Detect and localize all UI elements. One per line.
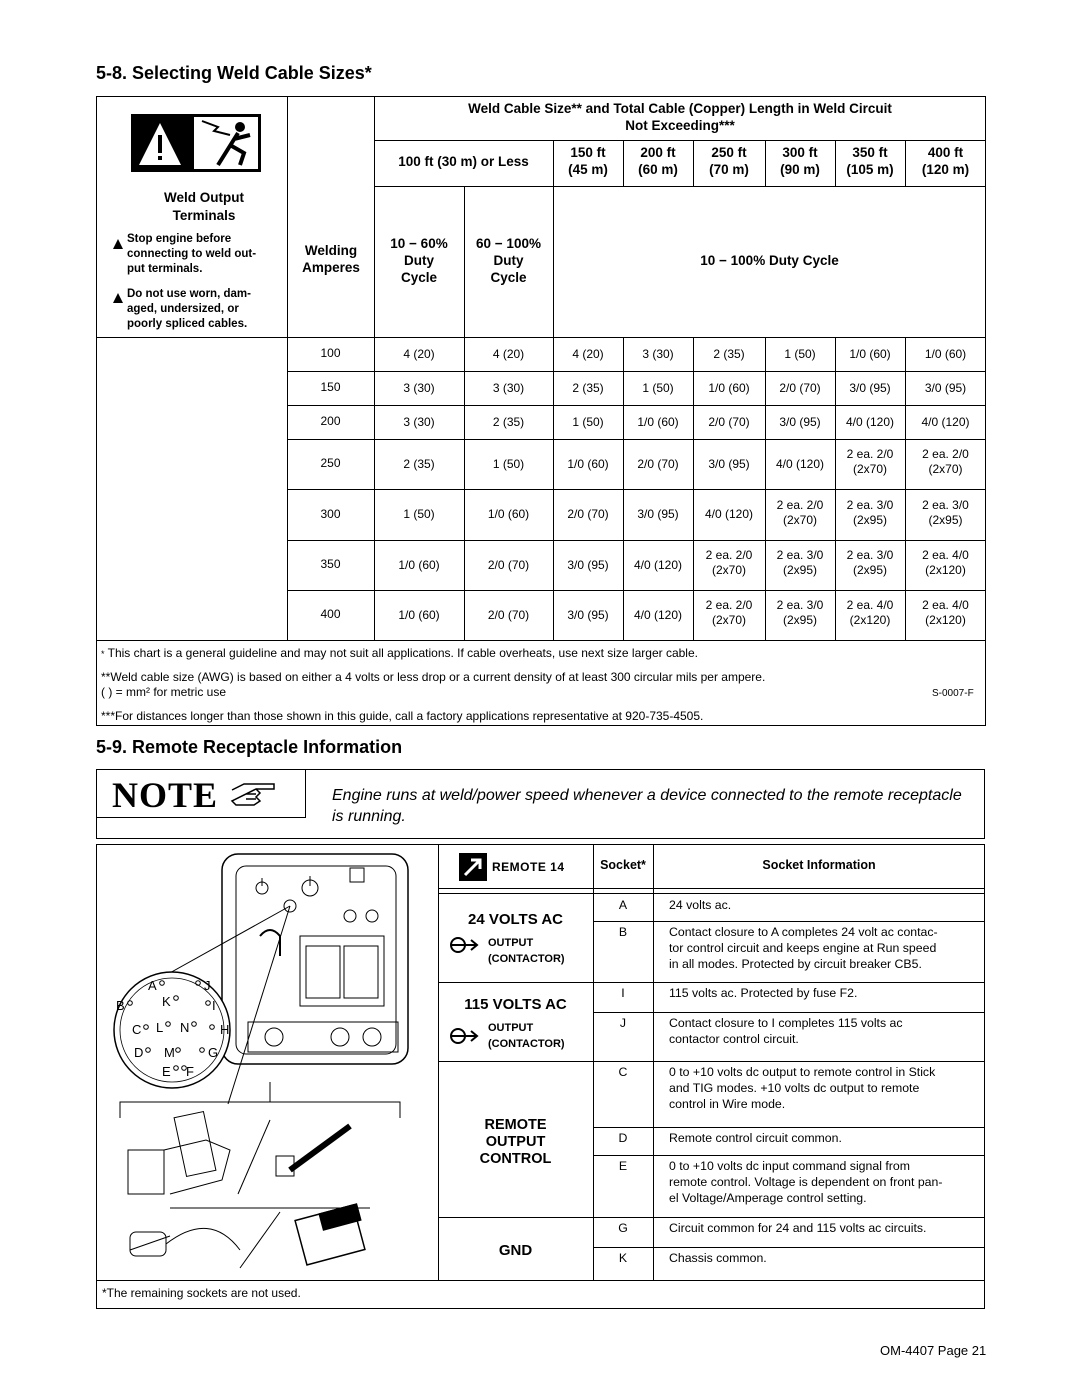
connector-letter: I bbox=[212, 998, 216, 1013]
cable-size-cell: 2 ea. 2/0 (2x70) bbox=[776, 497, 824, 527]
cable-size-cell: 2/0 (70) bbox=[637, 456, 679, 471]
section-title-remote-receptacle: 5-9. Remote Receptacle Information bbox=[96, 737, 403, 757]
cable-size-cell: 1 (50) bbox=[784, 346, 816, 361]
cable-size-cell: 3 (30) bbox=[492, 380, 525, 395]
connector-letter: G bbox=[208, 1045, 219, 1060]
socket-info-I: 115 volts ac. Protected by fuse F2. bbox=[669, 986, 858, 1000]
cable-size-cell: 3/0 (95) bbox=[849, 380, 891, 395]
dist-header-5: 400 ft (120 m) bbox=[921, 145, 970, 177]
connector-letter: K bbox=[162, 994, 171, 1009]
footnote-1-marker: * bbox=[101, 649, 105, 659]
remote-14-badge bbox=[458, 852, 565, 882]
footnote-1: This chart is a general guideline and may not suit all applications. If cable overheats, use next size larger cable. bbox=[107, 646, 698, 660]
socket-info-A: 24 volts ac. bbox=[669, 898, 732, 912]
connector-letter: A bbox=[148, 978, 157, 993]
cable-size-cell: 1 (50) bbox=[492, 456, 525, 471]
dist-header-3: 300 ft (90 m) bbox=[780, 145, 820, 177]
socket-info-E: 0 to +10 volts dc input command signal from remote control. Voltage is dependent on front pan- el Voltage/Amperage control setting. bbox=[669, 1159, 943, 1205]
socket-letter-J: J bbox=[619, 1016, 627, 1030]
cable-size-cell: 2 ea. 2/0 (2x70) bbox=[846, 447, 894, 476]
not-exceeding-header: Not Exceeding*** bbox=[625, 118, 735, 133]
amperes-header: Amperes bbox=[302, 260, 360, 275]
warning-stop-engine: Stop engine before connecting to weld out- put terminals. bbox=[127, 233, 257, 275]
cable-size-cell: 3/0 (95) bbox=[924, 380, 967, 395]
cable-size-header: Weld Cable Size** and Total Cable (Copper) Length in Weld Circuit bbox=[468, 101, 892, 116]
cable-size-cell: 4 (20) bbox=[572, 346, 604, 361]
page-footer: OM-4407 Page 21 bbox=[880, 1343, 987, 1358]
warning-cables: Do not use worn, dam- aged, undersized, or poorly spliced cables. bbox=[127, 288, 251, 330]
amps-cell: 350 bbox=[320, 557, 341, 571]
terminals-heading: Terminals bbox=[172, 208, 236, 223]
connector-letter: F bbox=[186, 1064, 194, 1079]
cable-size-cell: 1/0 (60) bbox=[398, 557, 440, 572]
remaining-sockets-note: *The remaining sockets are not used. bbox=[102, 1286, 301, 1300]
socket-letter-B: B bbox=[618, 925, 628, 939]
duty-60-100-header: 60 − 100% bbox=[476, 236, 541, 251]
group-remote: REMOTE bbox=[484, 1117, 547, 1133]
cable-size-cell: 2 ea. 2/0 (2x70) bbox=[705, 598, 753, 627]
cable-size-cell: 1 (50) bbox=[572, 414, 604, 429]
cable-size-cell: 4/0 (120) bbox=[775, 456, 825, 471]
socket-info-C: 0 to +10 volts dc output to remote control in Stick and TIG modes. +10 volts dc output to remote control in Wire mode. bbox=[669, 1065, 936, 1111]
cable-size-cell: 2 (35) bbox=[403, 456, 435, 471]
amps-cell: 400 bbox=[320, 607, 341, 621]
connector-letter: L bbox=[156, 1020, 164, 1035]
footnote-2: **Weld cable size (AWG) is based on either a 4 volts or less drop or a current density of at least 300 circular mils per ampere. bbox=[101, 670, 766, 684]
dist-header-1: 200 ft (60 m) bbox=[638, 145, 678, 177]
socket-info-D: Remote control circuit common. bbox=[669, 1131, 842, 1145]
output-label-115: OUTPUT bbox=[488, 1022, 534, 1034]
cable-size-cell: 1/0 (60) bbox=[708, 380, 750, 395]
group-control: CONTROL bbox=[479, 1151, 552, 1167]
cable-size-cell: 2 ea. 3/0 (2x95) bbox=[922, 497, 969, 527]
socket-info-K: Chassis common. bbox=[669, 1251, 767, 1265]
cable-size-cell: 4 (20) bbox=[492, 346, 525, 361]
receptacle-illustration bbox=[110, 850, 430, 1275]
group-output: OUTPUT bbox=[485, 1134, 546, 1150]
socket-column-header: Socket* bbox=[600, 858, 646, 872]
welding-header: Welding bbox=[304, 243, 358, 258]
cable-size-cell: 2 (35) bbox=[572, 380, 604, 395]
connector-letter: C bbox=[132, 1022, 142, 1037]
footnote-3: ***For distances longer than those shown in this guide, call a factory applications representative at 920-735-4505. bbox=[101, 709, 704, 723]
cable-size-cell: 1/0 (60) bbox=[924, 346, 967, 361]
cable-size-cell: 2/0 (70) bbox=[487, 607, 530, 622]
amps-cell: 200 bbox=[320, 414, 341, 428]
socket-letter-D: D bbox=[618, 1131, 628, 1145]
amps-cell: 300 bbox=[320, 506, 341, 521]
cable-size-cell: 3/0 (95) bbox=[637, 507, 679, 521]
cable-size-cell: 4 (20) bbox=[403, 346, 435, 361]
section-title-weld-cable: 5-8. Selecting Weld Cable Sizes* bbox=[96, 63, 372, 83]
cable-size-cell: 3/0 (95) bbox=[567, 557, 609, 572]
cable-size-cell: 1/0 (60) bbox=[398, 607, 440, 622]
contactor-label-24: (CONTACTOR) bbox=[488, 953, 565, 965]
duty-10-60-header: 10 − 60% bbox=[390, 236, 448, 251]
socket-info-B: Contact closure to A completes 24 volt ac contac- tor control circuit and keeps engine at Run speed in all modes. Protected by circuit breaker CB5. bbox=[669, 925, 938, 971]
group-115-volts: 115 VOLTS AC bbox=[464, 996, 567, 1013]
socket-letter-E: E bbox=[618, 1159, 628, 1173]
cable-size-cell: 2 ea. 4/0 (2x120) bbox=[846, 598, 894, 627]
connector-letter: D bbox=[134, 1045, 144, 1060]
connector-letter: H bbox=[220, 1022, 230, 1037]
output-label-24: OUTPUT bbox=[488, 937, 534, 949]
weld-output-heading: Weld Output bbox=[164, 190, 244, 205]
cable-size-cell: 2 (35) bbox=[492, 414, 525, 429]
group-gnd: GND bbox=[498, 1242, 533, 1259]
dist-header-0: 150 ft (45 m) bbox=[568, 145, 608, 177]
output-contactor-icon bbox=[449, 935, 479, 960]
cable-size-cell: 2 ea. 4/0 (2x120) bbox=[922, 548, 969, 577]
warning-electric-shock-icon bbox=[130, 113, 262, 173]
connector-letter: B bbox=[116, 998, 125, 1013]
connector-letter: E bbox=[162, 1064, 171, 1079]
group-24-volts: 24 VOLTS AC bbox=[467, 911, 564, 928]
cable-size-cell: 2 ea. 2/0 (2x70) bbox=[922, 447, 969, 476]
socket-info-G: Circuit common for 24 and 115 volts ac circuits. bbox=[669, 1221, 927, 1235]
amps-cell: 100 bbox=[320, 346, 341, 360]
bullet-triangle-icon bbox=[113, 236, 123, 254]
bullet-triangle-icon bbox=[113, 290, 123, 308]
connector-letter: J bbox=[204, 978, 211, 993]
cable-size-cell: 1/0 (60) bbox=[567, 456, 609, 471]
connector-letter: M bbox=[164, 1045, 175, 1060]
cable-size-cell: 1/0 (60) bbox=[849, 346, 891, 361]
cable-size-cell: 2 ea. 3/0 (2x95) bbox=[846, 548, 894, 577]
cable-size-cell: 4/0 (120) bbox=[633, 607, 683, 622]
cable-size-cell: 2/0 (70) bbox=[779, 380, 821, 395]
cable-size-cell: 4/0 (120) bbox=[633, 557, 683, 572]
duty-10-100-header: 10 − 100% Duty Cycle bbox=[700, 253, 839, 268]
socket-info-J: Contact closure to I completes 115 volts ac contactor control circuit. bbox=[669, 1016, 903, 1046]
remote-14-label: REMOTE 14 bbox=[492, 860, 565, 874]
amps-cell: 250 bbox=[320, 456, 341, 470]
cable-size-cell: 3/0 (95) bbox=[708, 456, 750, 471]
output-contactor-icon bbox=[449, 1026, 479, 1051]
cable-size-cell: 2/0 (70) bbox=[487, 557, 530, 572]
cable-size-cell: 2/0 (70) bbox=[708, 414, 750, 429]
socket-letter-K: K bbox=[618, 1251, 628, 1265]
cable-size-cell: 1 (50) bbox=[642, 380, 674, 395]
cable-size-cell: 3 (30) bbox=[403, 414, 435, 429]
cable-size-cell: 2 ea. 3/0 (2x95) bbox=[776, 548, 824, 577]
cable-size-cell: 4/0 (120) bbox=[845, 414, 895, 429]
contactor-label-115: (CONTACTOR) bbox=[488, 1038, 565, 1050]
socket-letter-G: G bbox=[618, 1221, 628, 1235]
socket-letter-A: A bbox=[618, 898, 628, 912]
cable-size-cell: 2 ea. 3/0 (2x95) bbox=[846, 497, 894, 527]
cable-size-cell: 2/0 (70) bbox=[567, 507, 609, 521]
socket-info-column-header: Socket Information bbox=[762, 858, 876, 872]
remote-arrow-icon bbox=[458, 852, 488, 882]
pointing-hand-icon bbox=[228, 780, 280, 815]
chart-reference: S-0007-F bbox=[932, 688, 974, 699]
connector-letter: N bbox=[180, 1020, 190, 1035]
cable-size-cell: 3/0 (95) bbox=[779, 414, 821, 429]
amps-cell: 150 bbox=[320, 380, 341, 394]
cable-size-cell: 4/0 (120) bbox=[704, 507, 754, 521]
cable-size-cell: 2 ea. 4/0 (2x120) bbox=[922, 598, 969, 627]
socket-letter-C: C bbox=[618, 1065, 628, 1079]
cable-size-cell: 2 ea. 2/0 (2x70) bbox=[705, 548, 753, 577]
cable-size-cell: 2 (35) bbox=[713, 346, 745, 361]
cable-size-cell: 1 (50) bbox=[403, 507, 435, 521]
footnote-2-metric: ( ) = mm² for metric use bbox=[101, 685, 227, 699]
cable-size-cell: 2 ea. 3/0 (2x95) bbox=[776, 598, 824, 627]
note-text: Engine runs at weld/power speed whenever a device connected to the remote receptacle is running. bbox=[332, 787, 962, 825]
dist-header-2: 250 ft (70 m) bbox=[709, 145, 749, 177]
cable-size-cell: 3 (30) bbox=[642, 346, 674, 361]
socket-letter-I: I bbox=[621, 986, 625, 1000]
cable-size-cell: 1/0 (60) bbox=[637, 414, 679, 429]
dist-header-4: 350 ft (105 m) bbox=[846, 145, 894, 177]
cable-size-cell: 1/0 (60) bbox=[487, 507, 530, 521]
cable-size-cell: 4/0 (120) bbox=[921, 414, 970, 429]
cable-size-cell: 3/0 (95) bbox=[567, 607, 609, 622]
cable-size-cell: 3 (30) bbox=[403, 380, 435, 395]
dist-100ft-header: 100 ft (30 m) or Less bbox=[398, 154, 529, 169]
note-label: NOTE bbox=[112, 775, 219, 815]
